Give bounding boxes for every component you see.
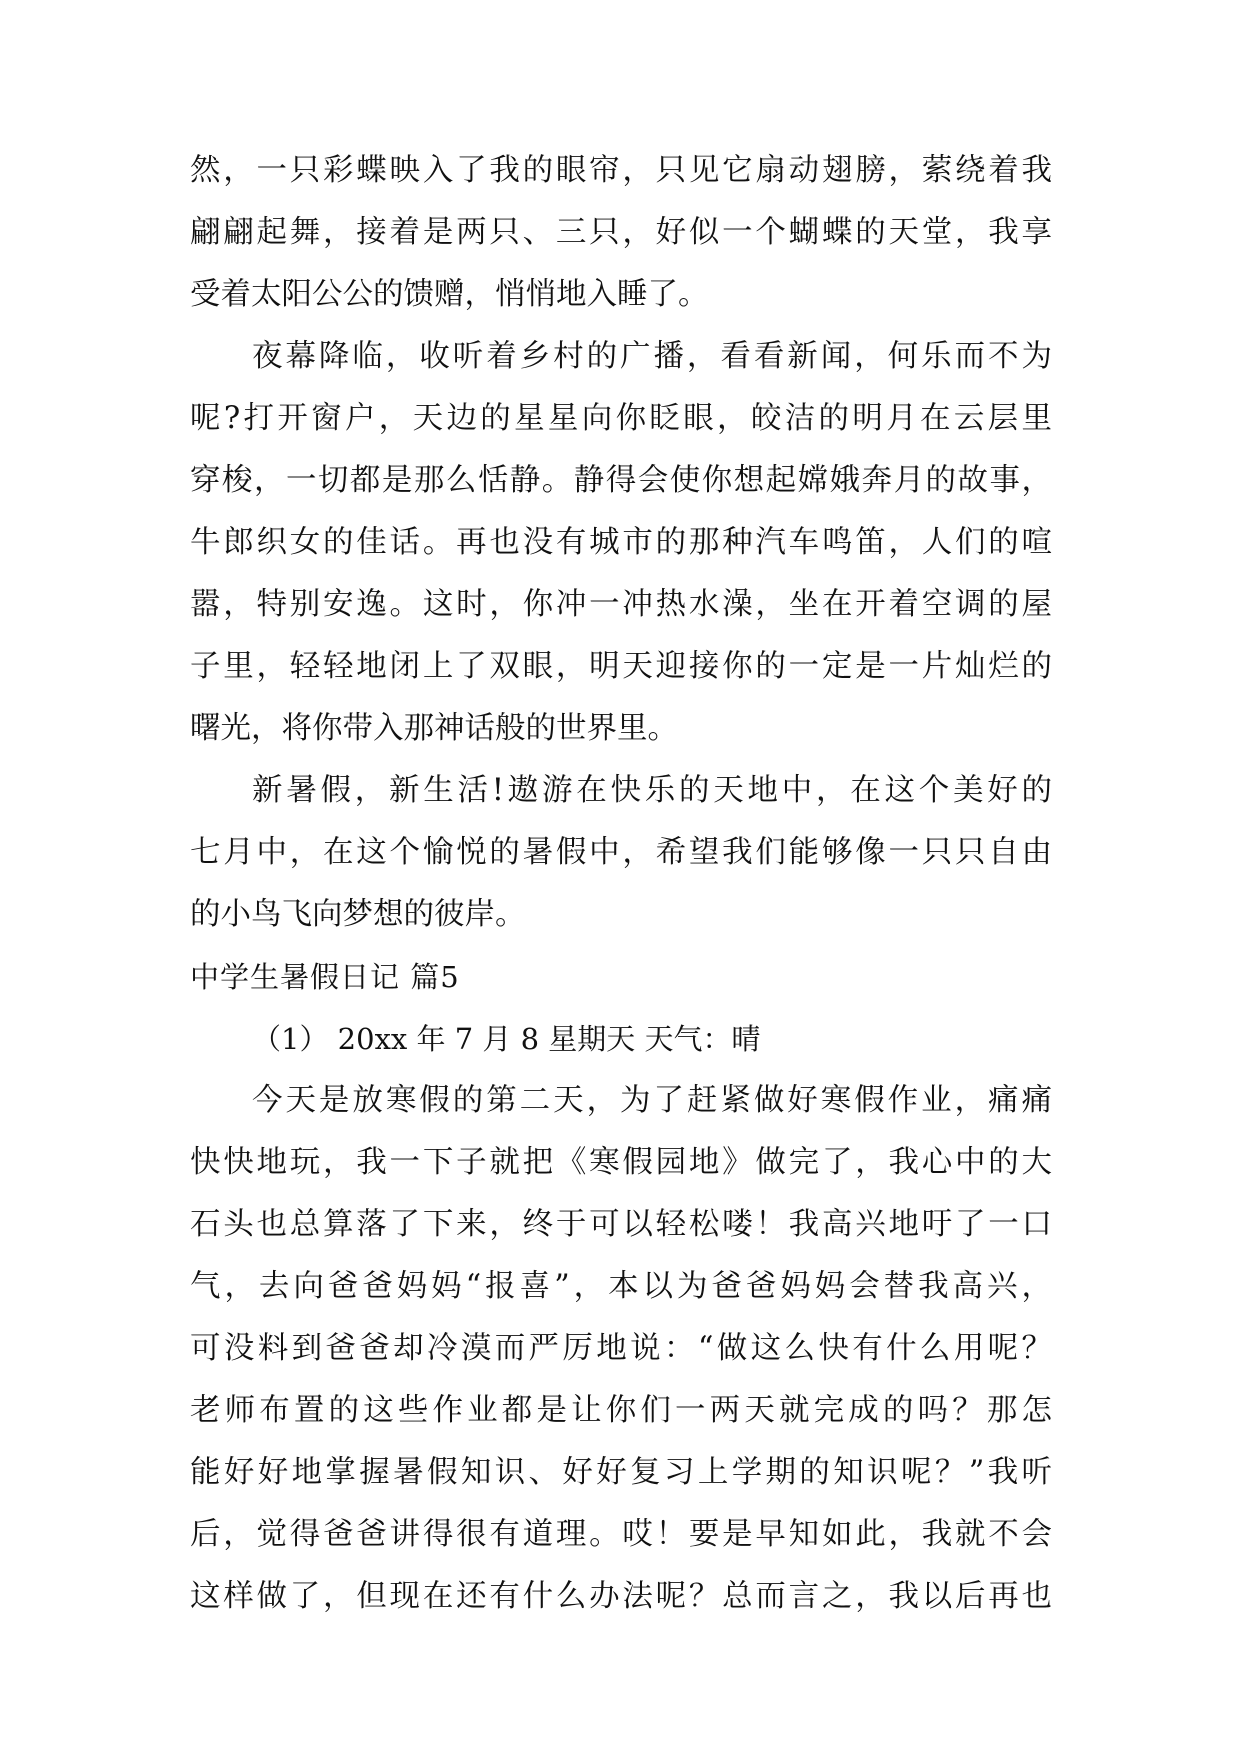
text-line: 七月中，在这个愉悦的暑假中，希望我们能够像一只只自由: [190, 835, 1052, 870]
date-weather-line: （1） 20xx 年 7 月 8 星期天 天气：晴: [252, 1022, 761, 1056]
text-line: 然，一只彩蝶映入了我的眼帘，只见它扇动翅膀，萦绕着我: [190, 153, 1052, 188]
text-line: 受着太阳公公的馈赠，悄悄地入睡了。: [190, 277, 709, 312]
text-line: 这样做了，但现在还有什么办法呢？总而言之，我以后再也: [190, 1579, 1052, 1614]
paragraph: [190, 760, 1052, 946]
text-line: 今天是放寒假的第二天，为了赶紧做好寒假作业，痛痛: [252, 1083, 1052, 1118]
text-line: 穿梭，一切都是那么恬静。静得会使你想起嫦娥奔月的故事，: [190, 463, 1052, 498]
text-line: 翩翩起舞，接着是两只、三只，好似一个蝴蝶的天堂，我享: [190, 215, 1052, 250]
text-line: 气，去向爸爸妈妈“报喜”，本以为爸爸妈妈会替我高兴，: [190, 1269, 1052, 1304]
text-line: 子里，轻轻地闭上了双眼，明天迎接你的一定是一片灿烂的: [190, 649, 1052, 684]
text-line: 快快地玩，我一下子就把《寒假园地》做完了，我心中的大: [190, 1145, 1052, 1180]
paragraph: [190, 1070, 1052, 1628]
text-line: 呢?打开窗户，天边的星星向你眨眼，皎洁的明月在云层里: [190, 401, 1052, 436]
text-line: 石头也总算落了下来，终于可以轻松喽！我高兴地吁了一口: [190, 1207, 1052, 1242]
text-line: 老师布置的这些作业都是让你们一两天就完成的吗？那怎: [190, 1393, 1052, 1428]
text-line: 的小鸟飞向梦想的彼岸。: [190, 897, 526, 932]
paragraph: [190, 140, 1052, 326]
document-page: [190, 140, 1052, 1628]
text-line: 曙光，将你带入那神话般的世界里。: [190, 711, 678, 746]
text-line: 能好好地掌握暑假知识、好好复习上学期的知识呢？”我听: [190, 1455, 1052, 1490]
text-line: 牛郎织女的佳话。再也没有城市的那种汽车鸣笛，人们的喧: [190, 525, 1052, 560]
section-heading: 中学生暑假日记 篇5: [190, 960, 460, 994]
text-line: 新暑假，新生活!遨游在快乐的天地中，在这个美好的: [252, 773, 1052, 808]
text-line: 后，觉得爸爸讲得很有道理。哎！要是早知如此，我就不会: [190, 1517, 1052, 1552]
paragraph: [190, 326, 1052, 760]
text-line: 夜幕降临，收听着乡村的广播，看看新闻，何乐而不为: [252, 339, 1052, 374]
text-line: 嚣，特别安逸。这时，你冲一冲热水澡，坐在开着空调的屋: [190, 587, 1052, 622]
text-line: 可没料到爸爸却冷漠而严厉地说：“做这么快有什么用呢？: [190, 1331, 1052, 1366]
